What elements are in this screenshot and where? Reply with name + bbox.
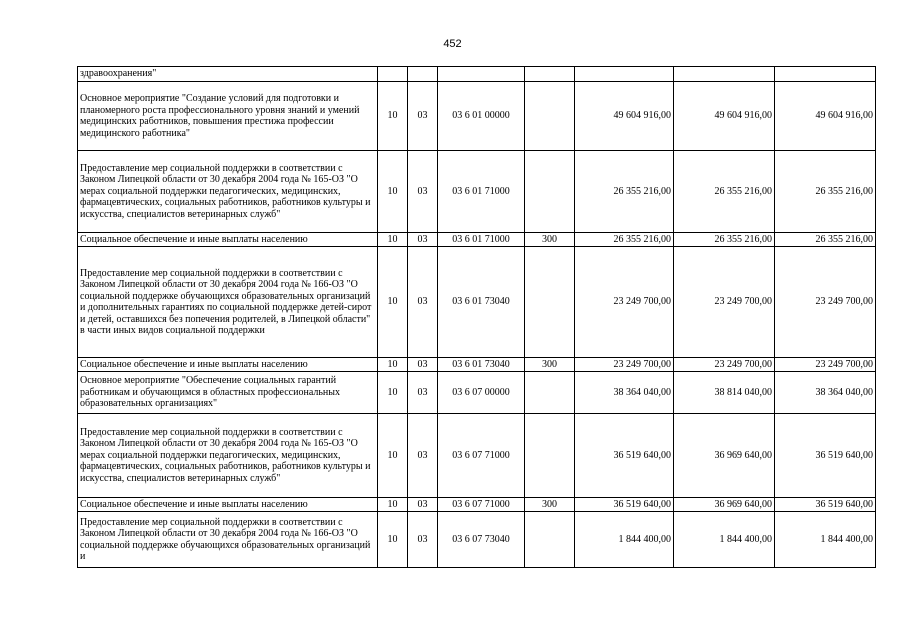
table-row [78,233,876,247]
amount-year2-cell [674,67,775,82]
table-row [78,82,876,151]
row-name-cell: Предоставление мер социальной поддержки в соответствии с Законом Липецкой области от 30 декабря 2004 года № 165-ОЗ "О мерах социальной поддержки педагогических, медицинских, фармацевтических, социальных работников, работников культуры и искусства, специалистов ветеринарных служб" [78,414,378,498]
table-row [78,414,876,498]
amount-year1-cell: 1 844 400,00 [575,512,674,568]
amount-year1-cell: 26 355 216,00 [575,233,674,247]
row-name-cell: Основное мероприятие "Создание условий для подготовки и планомерного роста профессионального уровня знаний и умений медицинских работников, повышения престижа профессии медицинского работника" [78,82,378,151]
section-cell [378,67,408,82]
section-cell: 10 [378,247,408,358]
subsection-cell: 03 [408,414,438,498]
amount-year1-cell: 26 355 216,00 [575,151,674,233]
section-cell: 10 [378,358,408,372]
amount-year1-cell [575,67,674,82]
amount-year2-cell: 26 355 216,00 [674,233,775,247]
amount-year2-cell: 23 249 700,00 [674,358,775,372]
amount-year2-cell: 26 355 216,00 [674,151,775,233]
subsection-cell: 03 [408,82,438,151]
expense-type-cell [525,151,575,233]
expense-type-cell [525,414,575,498]
amount-year3-cell: 36 519 640,00 [775,498,876,512]
row-name-cell: Предоставление мер социальной поддержки в соответствии с Законом Липецкой области от 30 декабря 2004 года № 166-ОЗ "О социальной поддержке обучающихся образовательных организаций и [78,512,378,568]
expense-type-cell: 300 [525,498,575,512]
amount-year3-cell: 26 355 216,00 [775,151,876,233]
table-row [78,498,876,512]
amount-year1-cell: 38 364 040,00 [575,372,674,414]
amount-year3-cell [775,67,876,82]
amount-year1-cell: 23 249 700,00 [575,358,674,372]
amount-year3-cell: 36 519 640,00 [775,414,876,498]
target-article-cell: 03 6 07 71000 [438,498,525,512]
subsection-cell: 03 [408,233,438,247]
amount-year1-cell: 23 249 700,00 [575,247,674,358]
subsection-cell: 03 [408,358,438,372]
section-cell: 10 [378,498,408,512]
amount-year2-cell: 49 604 916,00 [674,82,775,151]
target-article-cell: 03 6 01 00000 [438,82,525,151]
amount-year3-cell: 1 844 400,00 [775,512,876,568]
table-row [78,358,876,372]
table-row [78,247,876,358]
amount-year2-cell: 23 249 700,00 [674,247,775,358]
subsection-cell: 03 [408,151,438,233]
expense-type-cell: 300 [525,358,575,372]
amount-year3-cell: 49 604 916,00 [775,82,876,151]
row-name-cell: Социальное обеспечение и иные выплаты населению [78,233,378,247]
row-name-cell: Основное мероприятие "Обеспечение социальных гарантий работникам и обучающимся в областных профессиональных образовательных организациях" [78,372,378,414]
target-article-cell: 03 6 07 73040 [438,512,525,568]
subsection-cell: 03 [408,512,438,568]
table-row [78,67,876,82]
table-row [78,512,876,568]
budget-table [77,66,876,568]
amount-year3-cell: 23 249 700,00 [775,358,876,372]
table-row [78,372,876,414]
section-cell: 10 [378,233,408,247]
row-name-cell: Предоставление мер социальной поддержки в соответствии с Законом Липецкой области от 30 декабря 2004 года № 166-ОЗ "О социальной поддержке обучающихся образовательных организаций и дополнительных гарантиях по социальной поддержке детей-сирот и детей, оставшихся без попечения родителей, в Липецкой области" в части иных видов социальной поддержки [78,247,378,358]
amount-year3-cell: 26 355 216,00 [775,233,876,247]
section-cell: 10 [378,414,408,498]
expense-type-cell [525,82,575,151]
section-cell: 10 [378,151,408,233]
amount-year1-cell: 36 519 640,00 [575,414,674,498]
page-number: 452 [443,38,462,50]
amount-year1-cell: 49 604 916,00 [575,82,674,151]
row-name-cell: Предоставление мер социальной поддержки в соответствии с Законом Липецкой области от 30 декабря 2004 года № 165-ОЗ "О мерах социальной поддержки педагогических, медицинских, фармацевтических, социальных работников, работников культуры и искусства, специалистов ветеринарных служб" [78,151,378,233]
amount-year2-cell: 38 814 040,00 [674,372,775,414]
amount-year3-cell: 38 364 040,00 [775,372,876,414]
target-article-cell [438,67,525,82]
section-cell: 10 [378,512,408,568]
row-name-cell: здравоохранения" [78,67,378,82]
expense-type-cell [525,512,575,568]
target-article-cell: 03 6 01 71000 [438,233,525,247]
section-cell: 10 [378,372,408,414]
table-row [78,151,876,233]
amount-year2-cell: 36 969 640,00 [674,414,775,498]
subsection-cell: 03 [408,372,438,414]
expense-type-cell [525,247,575,358]
amount-year2-cell: 1 844 400,00 [674,512,775,568]
target-article-cell: 03 6 01 73040 [438,247,525,358]
row-name-cell: Социальное обеспечение и иные выплаты населению [78,358,378,372]
expense-type-cell [525,67,575,82]
subsection-cell [408,67,438,82]
amount-year3-cell: 23 249 700,00 [775,247,876,358]
row-name-cell: Социальное обеспечение и иные выплаты населению [78,498,378,512]
expense-type-cell: 300 [525,233,575,247]
target-article-cell: 03 6 07 00000 [438,372,525,414]
amount-year2-cell: 36 969 640,00 [674,498,775,512]
target-article-cell: 03 6 01 73040 [438,358,525,372]
target-article-cell: 03 6 01 71000 [438,151,525,233]
expense-type-cell [525,372,575,414]
subsection-cell: 03 [408,247,438,358]
target-article-cell: 03 6 07 71000 [438,414,525,498]
amount-year1-cell: 36 519 640,00 [575,498,674,512]
subsection-cell: 03 [408,498,438,512]
section-cell: 10 [378,82,408,151]
